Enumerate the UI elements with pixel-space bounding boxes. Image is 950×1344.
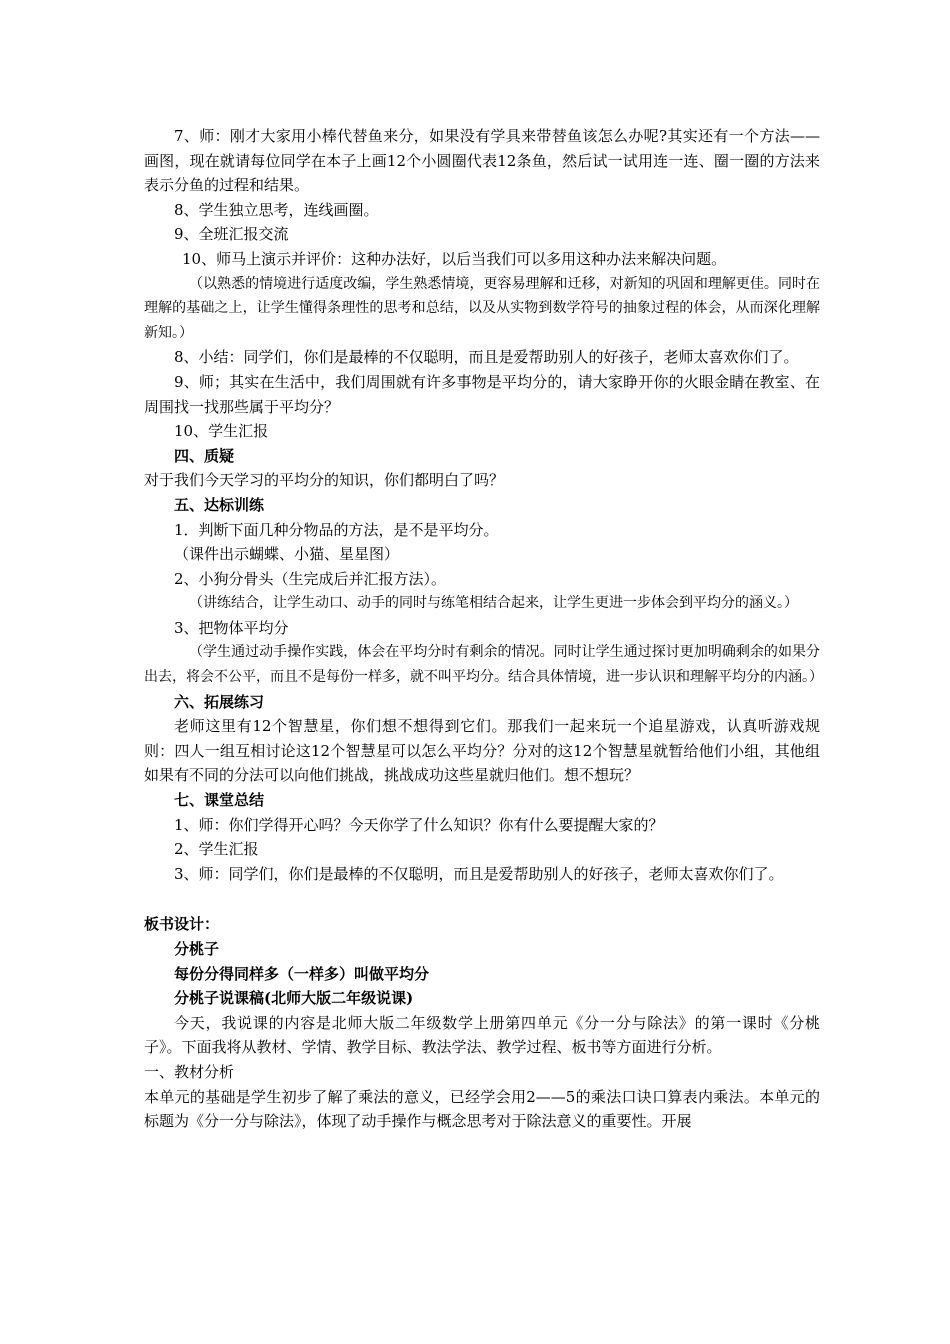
paragraph-step-9: 9、全班汇报交流 bbox=[174, 225, 289, 244]
paragraph-wrapup-2: 2、学生汇报 bbox=[174, 840, 259, 859]
paragraph-step-7: 7、师：刚才大家用小棒代替鱼来分，如果没有学具来带替鱼该怎么办呢?其实还有一个方法——画图，现在就请每位同学在本子上画12个小圆圈代表12条鱼，然后试一试用连一连、圈一圈的方法来表示分鱼的过程和结果。 bbox=[144, 127, 820, 195]
paragraph-exercise-2: 2、小狗分骨头（生完成后并汇报方法）。 bbox=[174, 569, 447, 588]
board-definition: 每份分得同样多（一样多）叫做平均分 bbox=[174, 964, 430, 983]
note-paragraph-3: （学生通过动手操作实践，体会在平均分时有剩余的情况。同时让学生通过探讨更加明确剩余的如果分出去，将会不公平，而且不是每份一样多，就不叫平均分。结合具体情境，进一步认识和理解平均分的内涵。） bbox=[144, 644, 823, 686]
spacer bbox=[144, 886, 820, 912]
paragraph-step-8: 8、学生独立思考，连线画圈。 bbox=[174, 200, 379, 219]
paragraph-exercise-3: 3、把物体平均分 bbox=[174, 618, 289, 637]
board-design-heading: 板书设计： bbox=[144, 915, 220, 934]
paragraph-intro: 今天，我说课的内容是北师大版二年级数学上册第四单元《分一分与除法》的第一课时《分桃子》。下面我将从教材、学情、教学目标、教法学法、教学过程、板书等方面进行分析。 bbox=[144, 1013, 820, 1057]
heading-section-7: 七、课堂总结 bbox=[174, 791, 265, 810]
document-page bbox=[144, 124, 823, 1134]
paragraph-wrapup-1: 1、师：你们学得开心吗？今天你学了什么知识？你有什么要提醒大家的？ bbox=[174, 815, 664, 834]
paragraph-exercise-1-note: （课件出示蝴蝶、小猫、星星图） bbox=[174, 545, 400, 564]
heading-material-analysis: 一、教材分析 bbox=[144, 1062, 235, 1081]
heading-section-6: 六、拓展练习 bbox=[174, 692, 265, 711]
paragraph-wrapup-3: 3、师：同学们，你们是最棒的不仅聪明，而且是爱帮助别人的好孩子，老师太喜欢你们了。 bbox=[174, 864, 784, 883]
paragraph-step-10: 10、师马上演示并评价：这种办法好，以后当我们可以多用这种办法来解决问题。 bbox=[182, 249, 727, 268]
paragraph-teacher-9: 9、师；其实在生活中，我们周围就有许多事物是平均分的，请大家睁开你的火眼金睛在教室、在周围找一找那些属于平均分？ bbox=[144, 372, 820, 416]
paragraph-summary: 8、小结：同学们，你们是最棒的不仅聪明，而且是爱帮助别人的好孩子，老师太喜欢你们了。 bbox=[174, 348, 799, 367]
note-paragraph-2: （讲练结合，让学生动口、动手的同时与练笔相结合起来，让学生更进一步体会到平均分的涵义。） bbox=[189, 595, 798, 612]
lecture-title: 分桃子说课稿(北师大版二年级说课) bbox=[174, 989, 414, 1008]
paragraph-extension: 老师这里有12个智慧星，你们想不想得到它们。那我们一起来玩一个追星游戏，认真听游戏规则：四人一组互相讨论这12个智慧星可以怎么平均分？分对的这12个智慧星就暂给他们小组，其他组如果有不同的分法可以向他们挑战，挑战成功这些星就归他们。想不想玩？ bbox=[144, 717, 820, 785]
paragraph-question: 对于我们今天学习的平均分的知识，你们都明白了吗？ bbox=[144, 471, 505, 490]
paragraph-student-report: 10、学生汇报 bbox=[174, 422, 269, 441]
note-paragraph-1: （以熟悉的情境进行适度改编，学生熟悉情境，更容易理解和迁移，对新知的巩固和理解更佳。同时在理解的基础之上，让学生懂得条理性的思考和总结，以及从实物到数学符号的抽象过程的体会，从而深化理解新知。） bbox=[144, 275, 820, 341]
paragraph-exercise-1: 1．判断下面几种分物品的方法，是不是平均分。 bbox=[174, 520, 499, 539]
board-title: 分桃子 bbox=[174, 940, 220, 958]
paragraph-material: 本单元的基础是学生初步了解了乘法的意义，已经学会用2——5的乘法口诀口算表内乘法。本单元的标题为《分一分与除法》，体现了动手操作与概念思考对于除法意义的重要性。开展 bbox=[144, 1087, 820, 1131]
heading-section-4: 四、质疑 bbox=[174, 446, 235, 465]
heading-section-5: 五、达标训练 bbox=[174, 495, 265, 514]
